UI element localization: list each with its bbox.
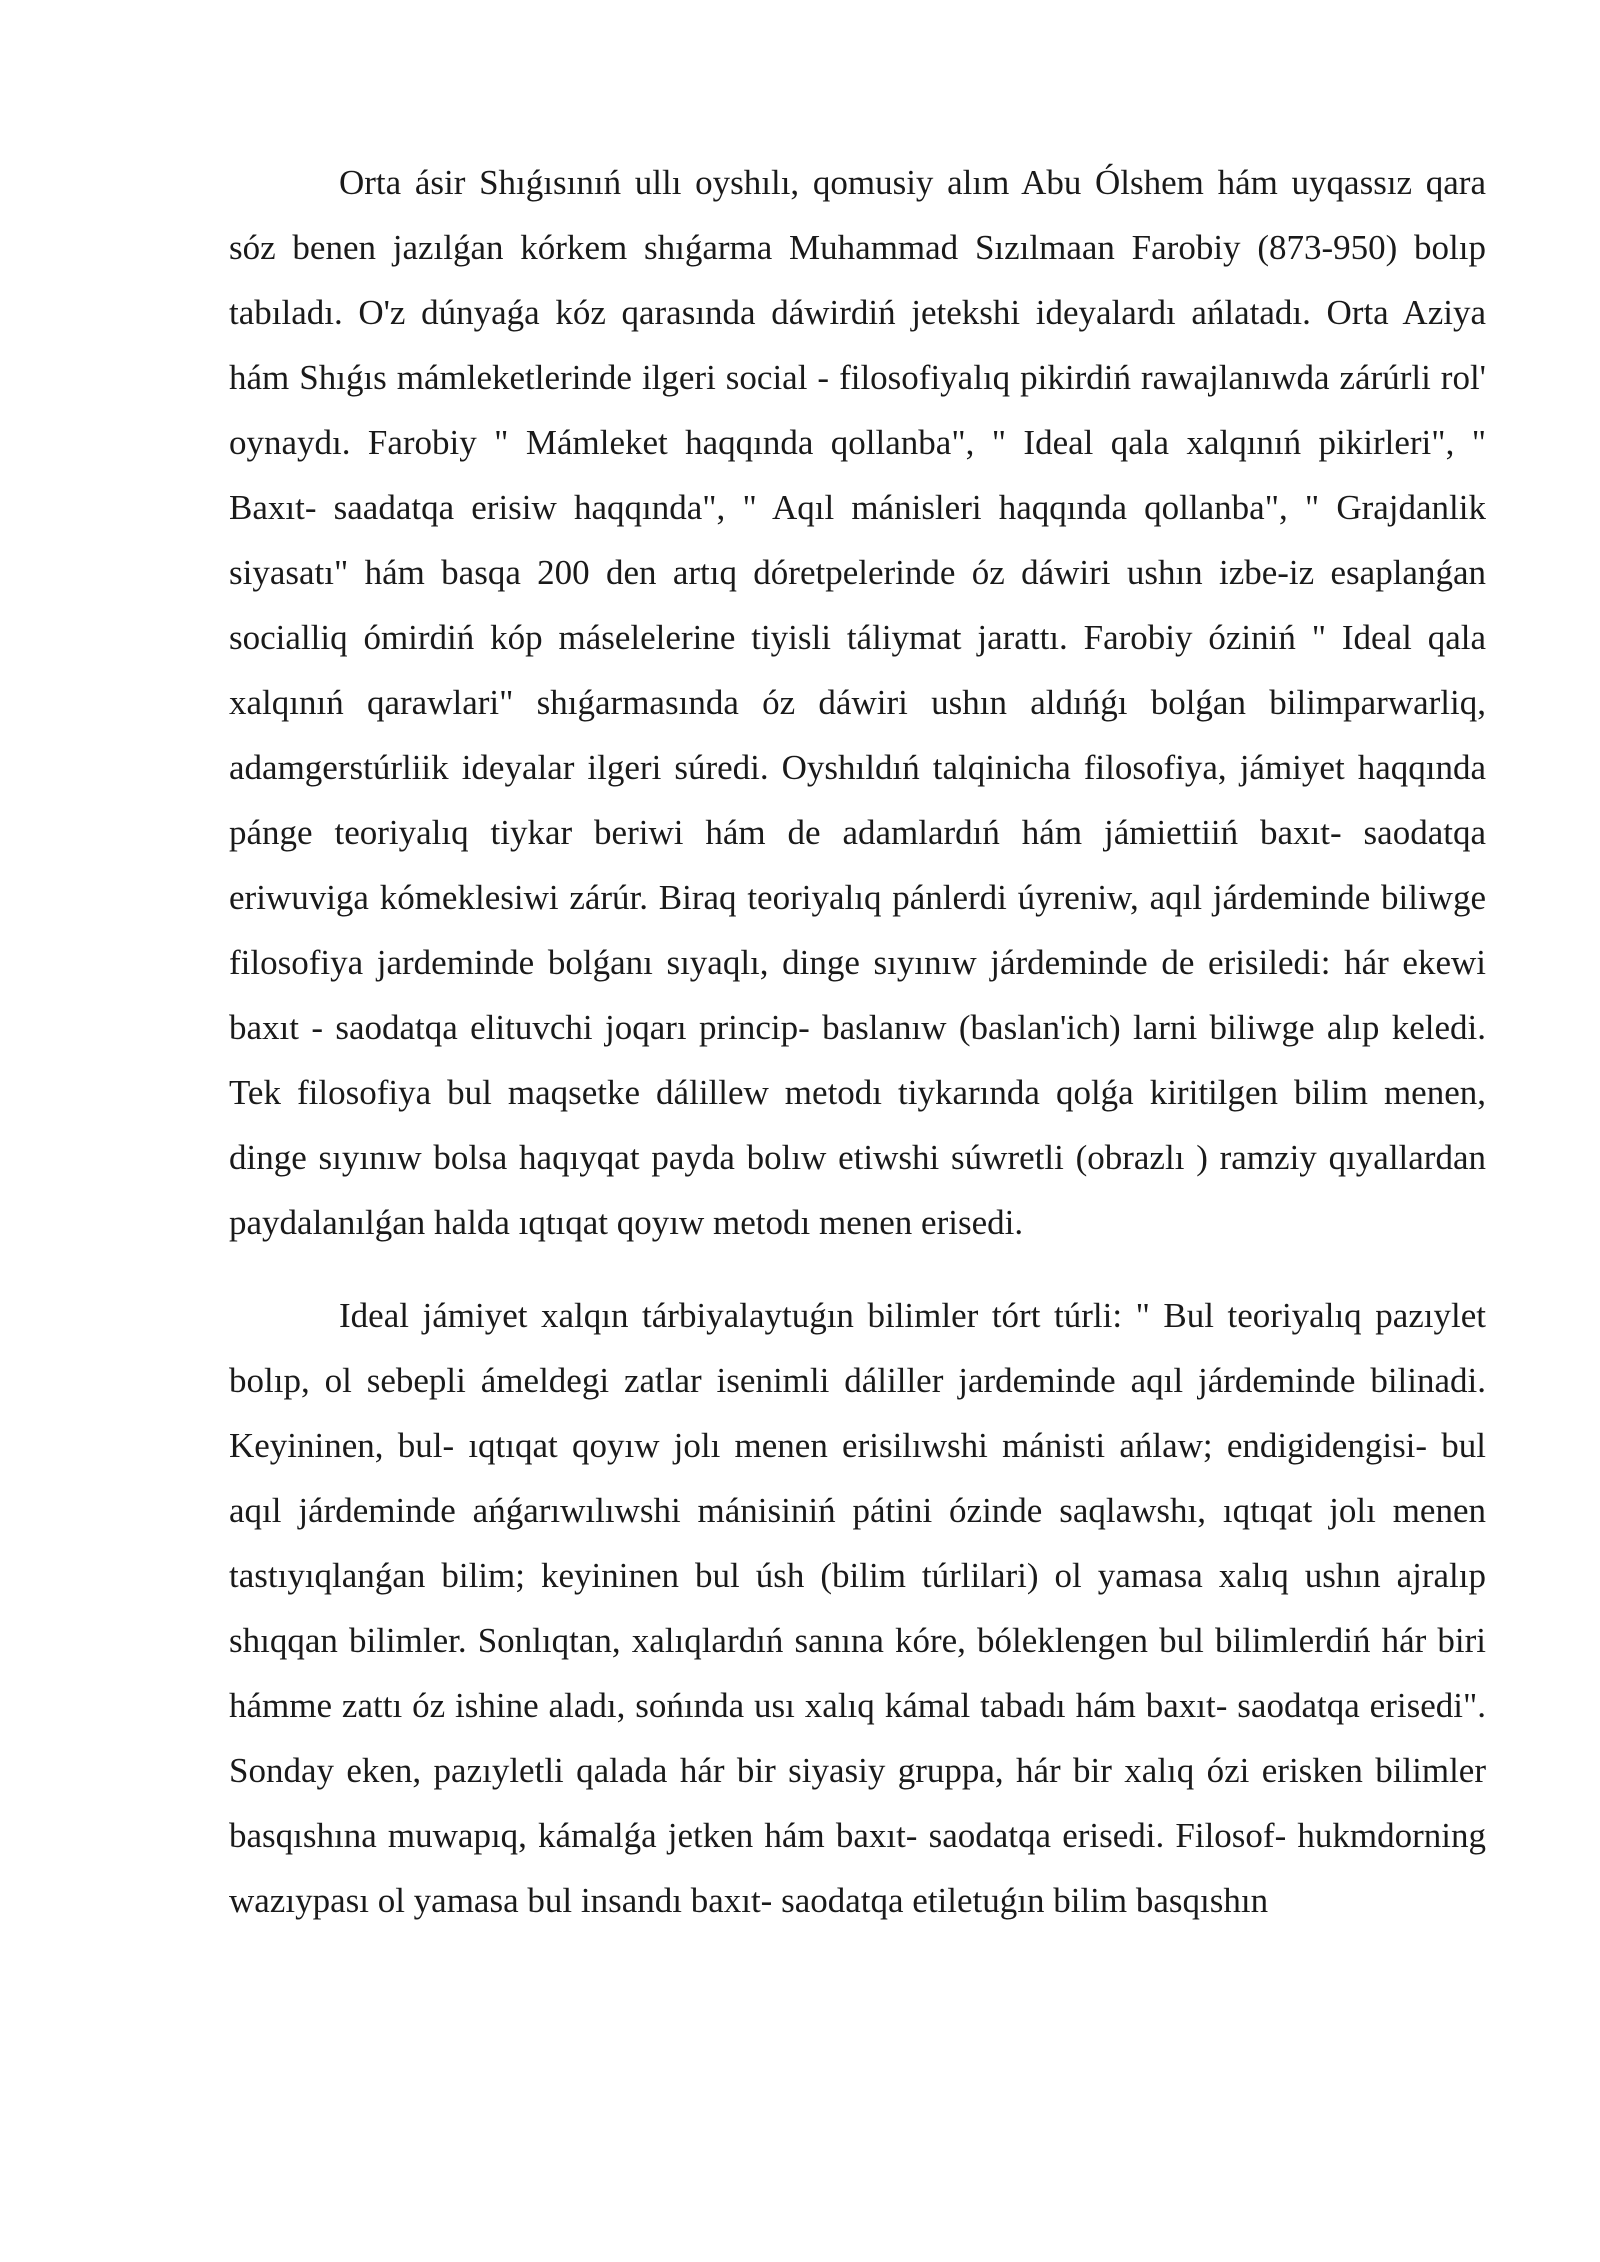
paragraph-2: Ideal jámiyet xalqın tárbiyalaytuǵın bilimler tórt túrli: " Bul teoriyalıq pazıylet bolıp, ol sebepli ámeldegi zatlar isenimli dáliller jardeminde aqıl járdeminde bilinadi. Keyininen, bul- ıqtıqat qoyıw jolı menen erisilıwshi mánisti ańlaw; endigidengisi- bul aqıl járdeminde ańǵarıwılıwshi mánisiniń pátini ózinde saqlawshı, ıqtıqat jolı menen tastıyıqlanǵan bilim; keyininen bul úsh (bilim túrlilari) ol yamasa xalıq ushın ajralıp shıqqan bilimler. Sonlıqtan, xalıqlardıń sanına kóre, bóleklengen bul bilimlerdiń hár biri hámme zattı óz ishine aladı, sońında usı xalıq kámal tabadı hám baxıt- saodatqa erisedi". Sonday eken, pazıyletli qalada hár bir siyasiy gruppa, hár bir xalıq ózi erisken bilimler basqıshına muwapıq, kámalǵa jetken hám baxıt- saodatqa erisedi. Filosof- hukmdorning wazıypası ol yamasa bul insandı baxıt- saodatqa etiletuǵın bilim basqıshın [229,1296,1486,1920]
paragraph-1: Orta ásir Shıǵısınıń ullı oyshılı, qomusiy alım Abu Ólshem hám uyqassız qara sóz benen jazılǵan kórkem shıǵarma Muhammad Sızılmaan Farobiy (873-950) bolıp tabıladı. O'z dúnyaǵa kóz qarasında dáwirdiń jetekshi ideyalardı ańlatadı. Orta Aziya hám Shıǵıs mámleketlerinde ilgeri social - filosofiyalıq pikirdiń rawajlanıwda zárúrli rol' oynaydı. Farobiy " Mámleket haqqında qollanba", " Ideal qala xalqınıń pikirleri", " Baxıt- saadatqa erisiw haqqında", " Aqıl mánisleri haqqında qollanba", " Grajdanlik siyasatı" hám basqa 200 den artıq dóretpelerinde óz dáwiri ushın izbe-iz esaplanǵan socialliq ómirdiń kóp máselelerine tiyisli táliymat jarattı. Farobiy óziniń " Ideal qala xalqınıń qarawlari" shıǵarmasında óz dáwiri ushın aldıńǵı bolǵan bilimparwarliq, adamgerstúrliik ideyalar ilgeri súredi. Oyshıldıń talqinicha filosofiya, jámiyet haqqında pánge teoriyalıq tiykar beriwi hám de adamlardıń hám jámiettiiń baxıt- saodatqa eriwuviga kómeklesiwi zárúr. Biraq teoriyalıq pánlerdi úyreniw, aqıl járdeminde biliwge filosofiya jardeminde bolǵanı sıyaqlı, dinge sıyınıw járdeminde de erisiledi: hár ekewi baxıt - saodatqa elituvchi joqarı princip- baslanıw (baslan'ich) larni biliwge alıp keledi. Tek filosofiya bul maqsetke dálillew metodı tiykarında qolǵa kiritilgen bilim menen, dinge sıyınıw bolsa haqıyqat payda bolıw etiwshi súwretli (obrazlı ) ramziy qıyallardan paydalanılǵan halda ıqtıqat qoyıw metodı menen erisedi. [229,163,1486,1242]
document-page [229,150,1486,1933]
